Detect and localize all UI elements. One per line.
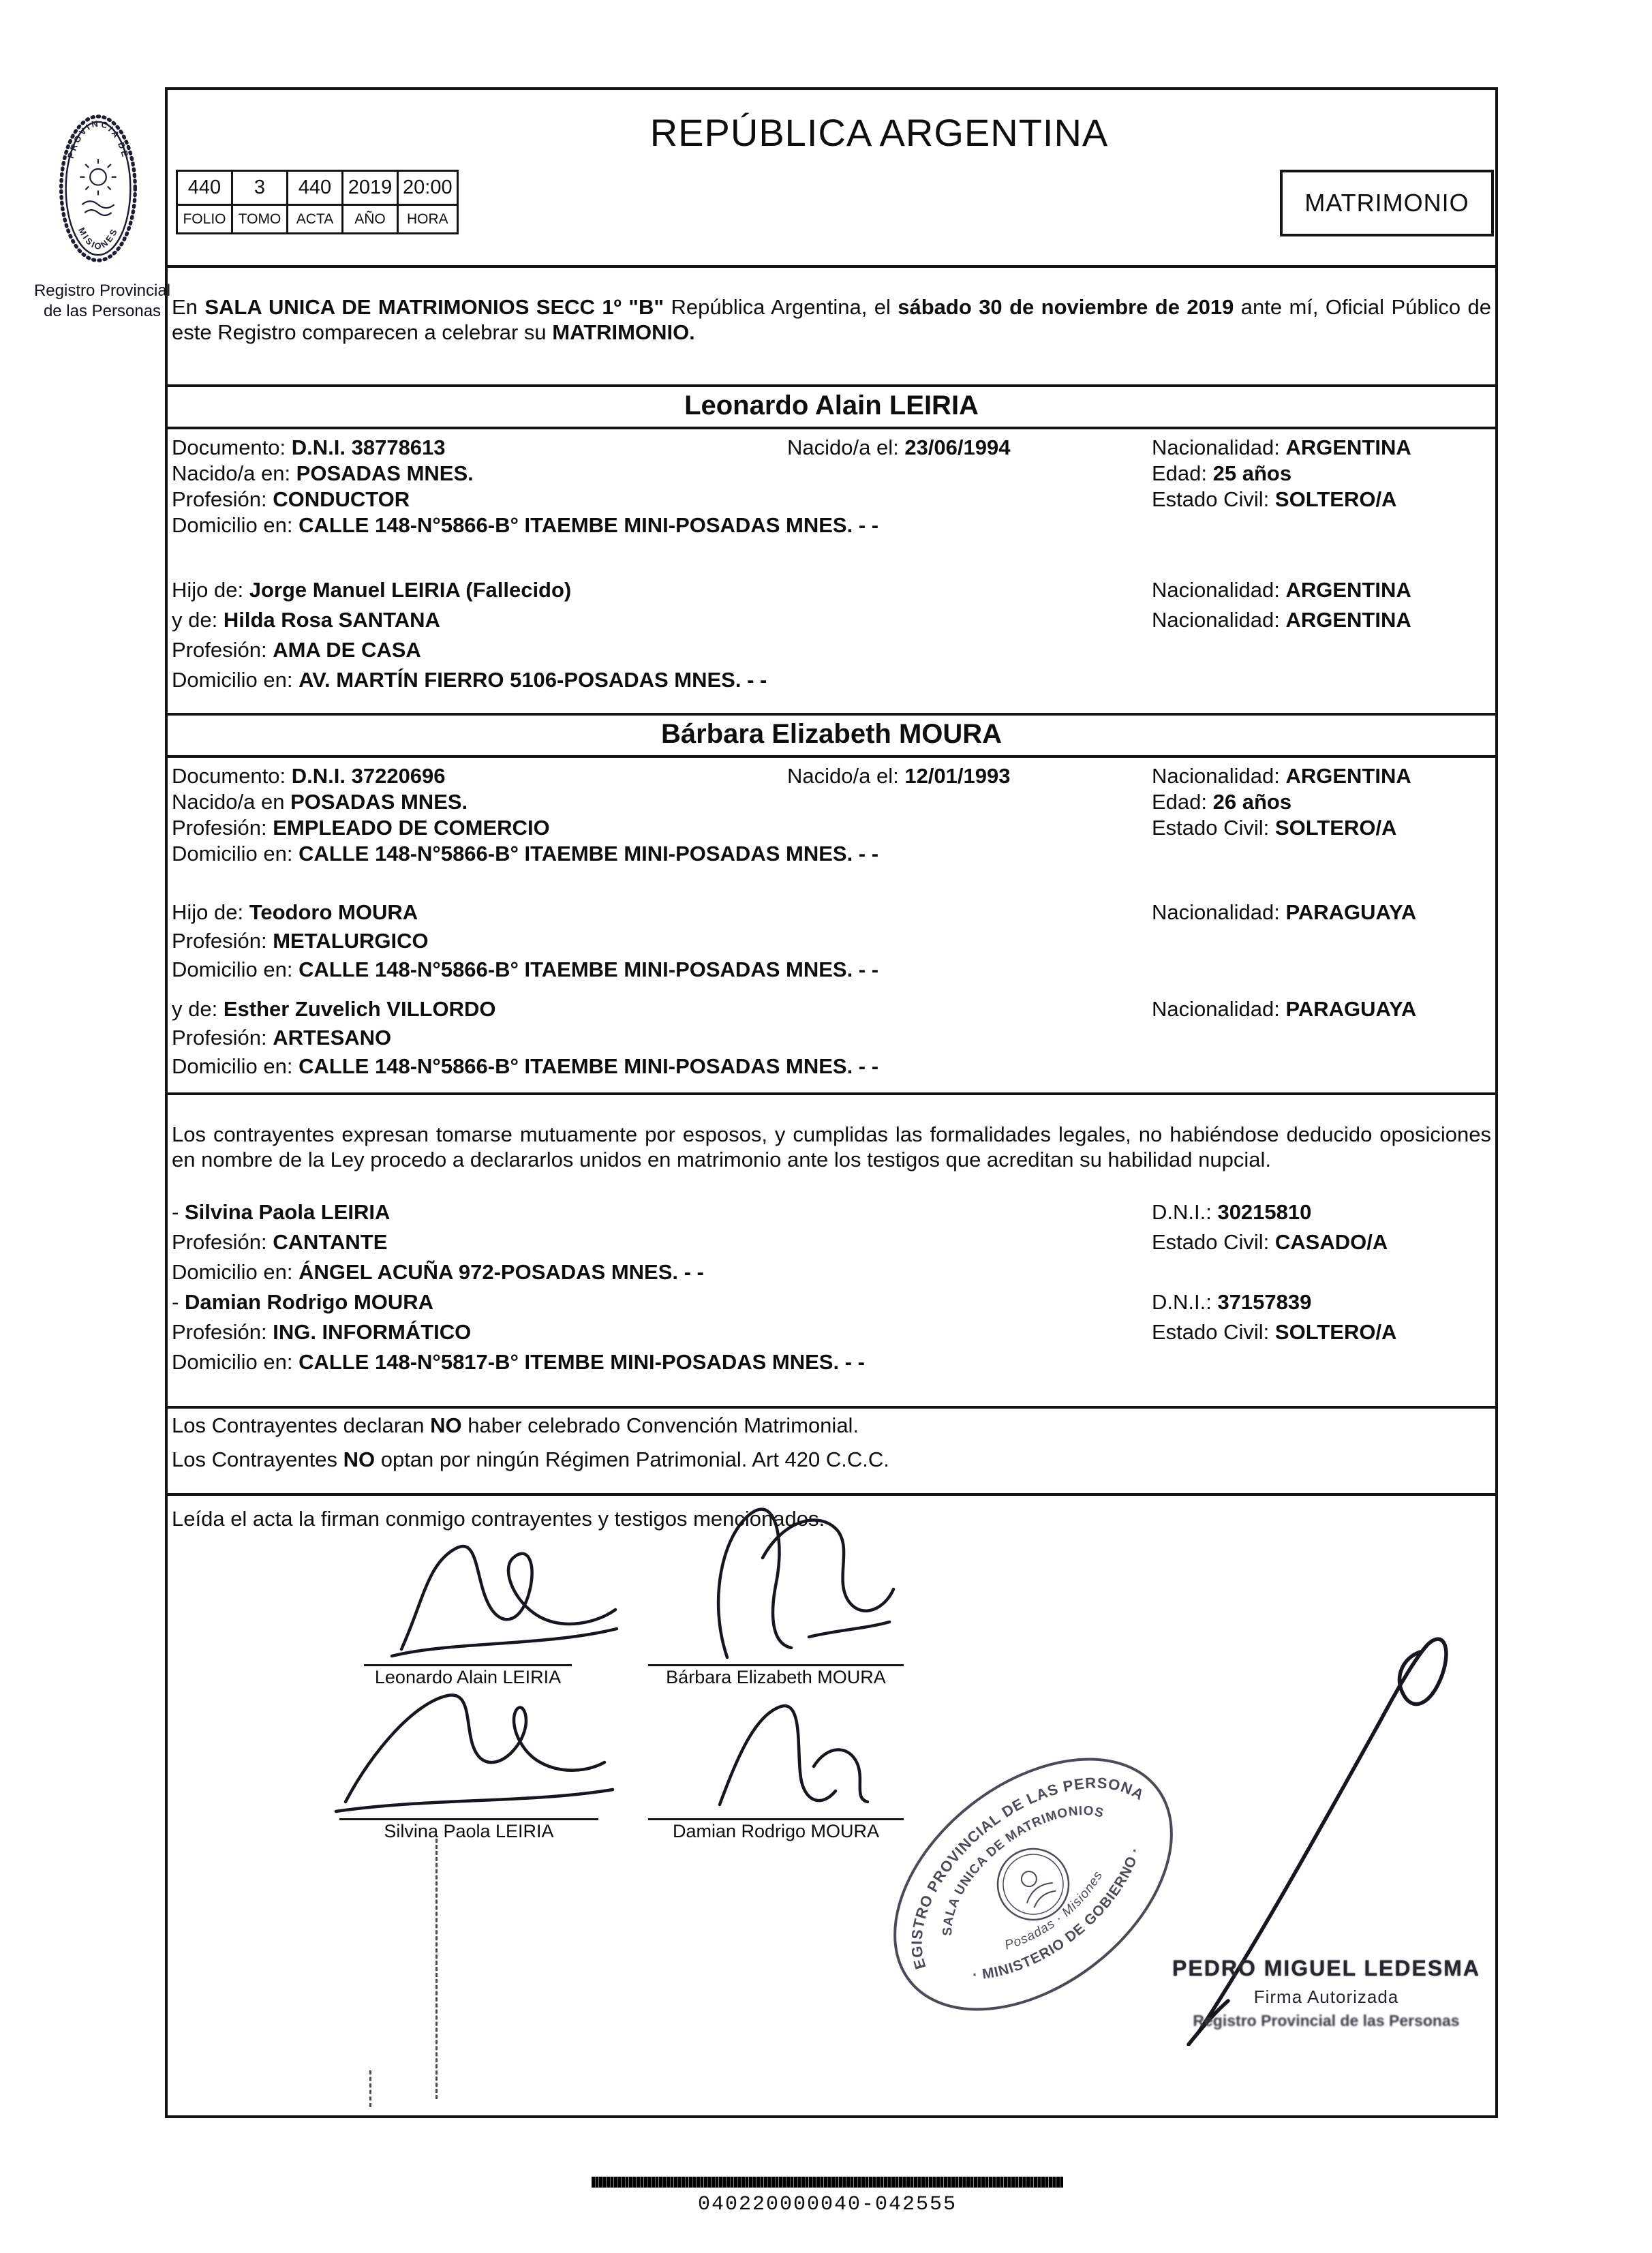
folio-label: FOLIO <box>177 205 232 234</box>
sun-emblem-icon <box>80 159 116 215</box>
field-label: Nacionalidad: <box>1152 997 1286 1021</box>
clause-text: Los Contrayentes <box>172 1447 343 1471</box>
closing-statement: Leída el acta la firman conmigo contrayentes y testigos mencionados. <box>172 1507 825 1531</box>
field-value: ARGENTINA <box>1285 435 1411 459</box>
field-documento <box>172 764 446 788</box>
field-profesion <box>172 1026 391 1049</box>
act-type-box <box>1280 170 1494 236</box>
clause-bold: NO <box>430 1413 462 1437</box>
bride-name-header: Bárbara Elizabeth MOURA <box>168 713 1495 758</box>
field-nacido-el <box>787 763 1010 789</box>
field-value: D.N.I. 38778613 <box>291 435 446 459</box>
field-edad <box>1152 789 1291 815</box>
witness2-name-row <box>168 1287 1495 1317</box>
field-value: SOLTERO/A <box>1274 1320 1397 1344</box>
field-y-de <box>172 608 440 632</box>
field-label: Nacionalidad: <box>1152 900 1286 924</box>
field-label: Domicilio en: <box>172 842 299 865</box>
witness2-profession-row <box>168 1317 1495 1347</box>
barcode <box>592 2177 1063 2188</box>
field-profesion <box>172 487 410 511</box>
field-nacido-en <box>172 790 468 814</box>
field-estado-civil <box>1152 1317 1396 1347</box>
bride-father-block <box>168 898 1495 984</box>
field-value: METALURGICO <box>273 929 429 953</box>
field-label: Documento: <box>172 764 292 788</box>
registry-name-line1: Registro Provincial <box>33 281 171 300</box>
field-label: Nacido/a el: <box>787 764 905 788</box>
field-value: ING. INFORMÁTICO <box>273 1320 472 1344</box>
field-value: Damian Rodrigo MOURA <box>184 1290 434 1314</box>
witness2-signature-stroke <box>699 1687 880 1818</box>
field-label: - <box>172 1290 185 1314</box>
field-documento <box>172 435 446 459</box>
field-label: Nacionalidad: <box>1152 435 1286 459</box>
stamp-outer-bottom-text: · MINISTERIO DE GOBIERNO · <box>972 1845 1144 1983</box>
groom-signature-name: Leonardo Alain LEIRIA <box>374 1667 562 1687</box>
declaration-paragraph: Los contrayentes expresan tomarse mutuamente por esposos, y cumplidas las formalidades legales, no habiéndose deducido oposiciones en nombre de la Ley procedo a declararlos unidos en matrimonio ante los testigos que acreditan su habilidad nupcial. <box>172 1122 1491 1171</box>
fold-mark-dashed-line <box>369 2070 371 2107</box>
certificate-frame <box>165 87 1498 2118</box>
field-value: EMPLEADO DE COMERCIO <box>273 816 550 840</box>
field-label: Domicilio en: <box>172 668 299 692</box>
groom-parents <box>168 575 1495 695</box>
field-nacido-en <box>172 461 474 485</box>
field-value: 26 años <box>1212 790 1292 814</box>
intro-text: En <box>172 295 205 319</box>
field-label: D.N.I.: <box>1152 1290 1218 1314</box>
country-title: REPÚBLICA ARGENTINA <box>649 111 1109 154</box>
field-dni <box>1152 1287 1311 1317</box>
authorization-block <box>1156 1956 1497 2030</box>
witness-name <box>172 1200 390 1224</box>
clause-text: Los Contrayentes declaran <box>172 1413 431 1437</box>
field-profesion <box>172 929 429 953</box>
registry-oval-stamp <box>870 1676 1197 2092</box>
field-value: PARAGUAYA <box>1285 997 1417 1021</box>
witness1-address-row <box>168 1257 1495 1287</box>
field-value: SOLTERO/A <box>1274 816 1397 840</box>
groom-mother-profession-row <box>168 635 1495 665</box>
groom-parents-address-row <box>168 665 1495 695</box>
field-domicilio <box>172 957 878 981</box>
intro-paragraph <box>168 289 1495 349</box>
field-value: POSADAS MNES. <box>296 461 474 485</box>
bride-signature-stroke <box>682 1492 907 1666</box>
clause-text: haber celebrado Convención Matrimonial. <box>461 1413 859 1437</box>
field-label: Nacido/a en <box>172 790 291 814</box>
field-label: Profesión: <box>172 487 273 511</box>
bride-signature-line <box>648 1664 904 1666</box>
folio-value: 440 <box>177 171 232 205</box>
field-label: Profesión: <box>172 638 273 662</box>
bride-mother-block <box>168 995 1495 1081</box>
groom-address-row <box>168 512 1495 538</box>
field-label: Edad: <box>1152 461 1213 485</box>
bride-signature-name: Bárbara Elizabeth MOURA <box>666 1667 886 1687</box>
fold-mark-dashed-line <box>435 1839 438 2099</box>
official-role: Firma Autorizada <box>1253 1987 1399 2007</box>
field-label: Nacido/a el: <box>787 435 905 459</box>
bride-document-row <box>168 763 1495 789</box>
act-type-label: MATRIMONIO <box>1304 189 1469 217</box>
groom-mother-row <box>168 605 1495 635</box>
field-edad <box>1152 461 1291 487</box>
field-value: CONDUCTOR <box>273 487 410 511</box>
field-value: CALLE 148-N°5866-B° ITAEMBE MINI-POSADAS MNES. - - <box>299 513 879 537</box>
bride-details <box>168 763 1495 867</box>
field-label: Nacido/a en: <box>172 461 296 485</box>
field-value: ARTESANO <box>273 1026 392 1049</box>
field-label: y de: <box>172 997 224 1021</box>
clause-text: optan por ningún Régimen Patrimonial. Art 420 C.C.C. <box>375 1447 889 1471</box>
field-value: ÁNGEL ACUÑA 972-POSADAS MNES. - - <box>299 1260 704 1284</box>
field-value: AV. MARTÍN FIERRO 5106-POSADAS MNES. - - <box>299 668 767 692</box>
field-domicilio <box>172 1260 704 1284</box>
divider <box>168 1092 1495 1095</box>
field-domicilio <box>172 842 878 865</box>
field-label: Domicilio en: <box>172 957 299 981</box>
hora-label: HORA <box>398 205 458 234</box>
registry-name <box>26 281 179 322</box>
field-nacionalidad <box>1152 995 1416 1024</box>
bride-father-row <box>168 898 1495 927</box>
witness1-signature-name: Silvina Paola LEIRIA <box>384 1821 554 1841</box>
bride-father-profession-row <box>168 927 1495 955</box>
convention-clause <box>168 1409 1495 1443</box>
folio-table <box>176 170 459 234</box>
groom-birthplace-row <box>168 461 1495 487</box>
field-value: Teodoro MOURA <box>249 900 418 924</box>
field-nacionalidad <box>1152 763 1411 789</box>
bride-mother-row <box>168 995 1495 1024</box>
field-label: Hijo de: <box>172 900 249 924</box>
field-label: Estado Civil: <box>1152 487 1275 511</box>
hora-value: 20:00 <box>398 171 458 205</box>
field-label: Profesión: <box>172 1026 273 1049</box>
acta-label: ACTA <box>288 205 343 234</box>
folio-labels-row <box>177 205 458 234</box>
field-label: Profesión: <box>172 1230 273 1254</box>
bride-address-row <box>168 841 1495 867</box>
stamp-outer-top-text: REGISTRO PROVINCIAL DE LAS PERSONAS <box>908 1774 1148 1972</box>
field-value: 23/06/1994 <box>904 435 1011 459</box>
field-estado-civil <box>1152 1227 1388 1257</box>
witnesses <box>168 1197 1495 1377</box>
field-value: CALLE 148-N°5866-B° ITAEMBE MINI-POSADAS MNES. - - <box>299 1054 879 1078</box>
witness2-signature-name: Damian Rodrigo MOURA <box>672 1821 880 1841</box>
groom-document-row <box>168 435 1495 461</box>
field-value: AMA DE CASA <box>273 638 421 662</box>
field-value: CALLE 148-N°5817-B° ITEMBE MINI-POSADAS MNES. - - <box>299 1350 865 1374</box>
groom-profession-row <box>168 487 1495 512</box>
field-domicilio <box>172 1054 878 1078</box>
field-label: D.N.I.: <box>1152 1200 1218 1224</box>
groom-father-row <box>168 575 1495 605</box>
field-value: CALLE 148-N°5866-B° ITAEMBE MINI-POSADAS MNES. - - <box>299 842 879 865</box>
field-profesion <box>172 816 550 840</box>
field-label: Documento: <box>172 435 292 459</box>
field-label: Estado Civil: <box>1152 1320 1275 1344</box>
field-label: Profesión: <box>172 929 273 953</box>
field-label: Hijo de: <box>172 578 249 602</box>
field-value: 30215810 <box>1217 1200 1312 1224</box>
acta-value: 440 <box>288 171 343 205</box>
field-domicilio <box>172 668 767 692</box>
tomo-label: TOMO <box>232 205 288 234</box>
field-value: POSADAS MNES. <box>290 790 468 814</box>
witness2-address-row <box>168 1347 1495 1377</box>
field-domicilio <box>172 513 878 537</box>
field-y-de <box>172 997 495 1021</box>
signatures-area <box>168 1487 1495 2114</box>
field-label: Nacionalidad: <box>1152 578 1286 602</box>
field-value: Esther Zuvelich VILLORDO <box>223 997 496 1021</box>
barcode-number: 040220000040-042555 <box>697 2193 958 2216</box>
official-office: Registro Provincial de las Personas <box>1193 2012 1460 2029</box>
field-label: Profesión: <box>172 1320 273 1344</box>
anio-label: AÑO <box>343 205 398 234</box>
field-value: Silvina Paola LEIRIA <box>184 1200 391 1224</box>
witness2-signature-line <box>648 1818 904 1820</box>
field-value: 25 años <box>1212 461 1292 485</box>
field-value: ARGENTINA <box>1285 608 1411 632</box>
tomo-value: 3 <box>232 171 288 205</box>
anio-value: 2019 <box>343 171 398 205</box>
witness1-profession-row <box>168 1227 1495 1257</box>
registry-name-line2: de las Personas <box>43 302 162 320</box>
field-label: Nacionalidad: <box>1152 764 1286 788</box>
field-value: ARGENTINA <box>1285 764 1411 788</box>
header-row <box>168 170 1495 232</box>
intro-bold-act: MATRIMONIO. <box>552 320 695 344</box>
field-label: Nacionalidad: <box>1152 608 1286 632</box>
field-nacido-el <box>787 435 1010 461</box>
clause-bold: NO <box>343 1447 376 1471</box>
field-value: CASADO/A <box>1274 1230 1388 1254</box>
field-nacionalidad <box>1152 575 1411 605</box>
field-label: y de: <box>172 608 224 632</box>
field-label: Edad: <box>1152 790 1213 814</box>
bride-profession-row <box>168 815 1495 841</box>
field-label: Domicilio en: <box>172 1260 299 1284</box>
provincial-seal-icon <box>57 113 140 264</box>
field-label: - <box>172 1200 185 1224</box>
seal-bottom-text: MISIONES <box>76 226 120 251</box>
intro-bold-venue: SALA UNICA DE MATRIMONIOS SECC 1º "B" <box>204 295 664 319</box>
groom-details <box>168 435 1495 538</box>
field-profesion <box>172 1320 471 1344</box>
field-value: D.N.I. 37220696 <box>291 764 446 788</box>
field-label: Domicilio en: <box>172 1350 299 1374</box>
field-value: Hilda Rosa SANTANA <box>223 608 440 632</box>
groom-signature-line <box>364 1664 572 1666</box>
field-label: Profesión: <box>172 816 273 840</box>
bride-father-address-row <box>168 955 1495 984</box>
field-profesion <box>172 638 421 662</box>
field-hijo-de <box>172 578 571 602</box>
bride-mother-profession-row <box>168 1024 1495 1052</box>
official-name: PEDRO MIGUEL LEDESMA <box>1172 1956 1480 1980</box>
stamp-inner-bottom-text: Posadas · Misiones <box>1003 1868 1106 1953</box>
field-value: ARGENTINA <box>1285 578 1411 602</box>
field-dni <box>1152 1197 1311 1227</box>
intro-text: ante mí, Oficial Público de este Registro comparecen a celebrar su <box>172 295 1492 344</box>
field-label: Domicilio en: <box>172 1054 299 1078</box>
witness1-signature-line <box>339 1818 598 1820</box>
field-label: Estado Civil: <box>1152 816 1275 840</box>
witness-name <box>172 1290 433 1314</box>
witness1-name-row <box>168 1197 1495 1227</box>
field-value: 12/01/1993 <box>904 764 1011 788</box>
groom-signature-stroke <box>382 1521 624 1664</box>
field-estado-civil <box>1152 487 1396 512</box>
field-value: CANTANTE <box>273 1230 388 1254</box>
intro-text: República Argentina, el <box>664 295 898 319</box>
field-estado-civil <box>1152 815 1396 841</box>
field-label: Domicilio en: <box>172 513 299 537</box>
seal-top-text: PROVINCIA DE <box>65 118 132 160</box>
folio-values-row <box>177 171 458 205</box>
field-nacionalidad <box>1152 605 1411 635</box>
groom-name-header: Leonardo Alain LEIRIA <box>168 384 1495 429</box>
bride-mother-address-row <box>168 1052 1495 1081</box>
field-nacionalidad <box>1152 435 1411 461</box>
field-domicilio <box>172 1350 865 1374</box>
field-value: SOLTERO/A <box>1274 487 1397 511</box>
field-value: Jorge Manuel LEIRIA (Fallecido) <box>249 578 572 602</box>
divider <box>168 265 1495 268</box>
stamp-inner-top-text: SALA UNICA DE MATRIMONIOS <box>940 1803 1106 1936</box>
regime-clause <box>168 1443 1495 1477</box>
field-nacionalidad <box>1152 898 1416 927</box>
field-value: 37157839 <box>1217 1290 1312 1314</box>
field-label: Estado Civil: <box>1152 1230 1275 1254</box>
witness1-signature-stroke <box>328 1675 621 1820</box>
field-hijo-de <box>172 900 418 924</box>
bride-birthplace-row <box>168 789 1495 815</box>
intro-bold-date: sábado 30 de noviembre de 2019 <box>898 295 1234 319</box>
field-value: PARAGUAYA <box>1285 900 1417 924</box>
field-value: CALLE 148-N°5866-B° ITAEMBE MINI-POSADAS MNES. - - <box>299 957 879 981</box>
field-profesion <box>172 1230 387 1254</box>
